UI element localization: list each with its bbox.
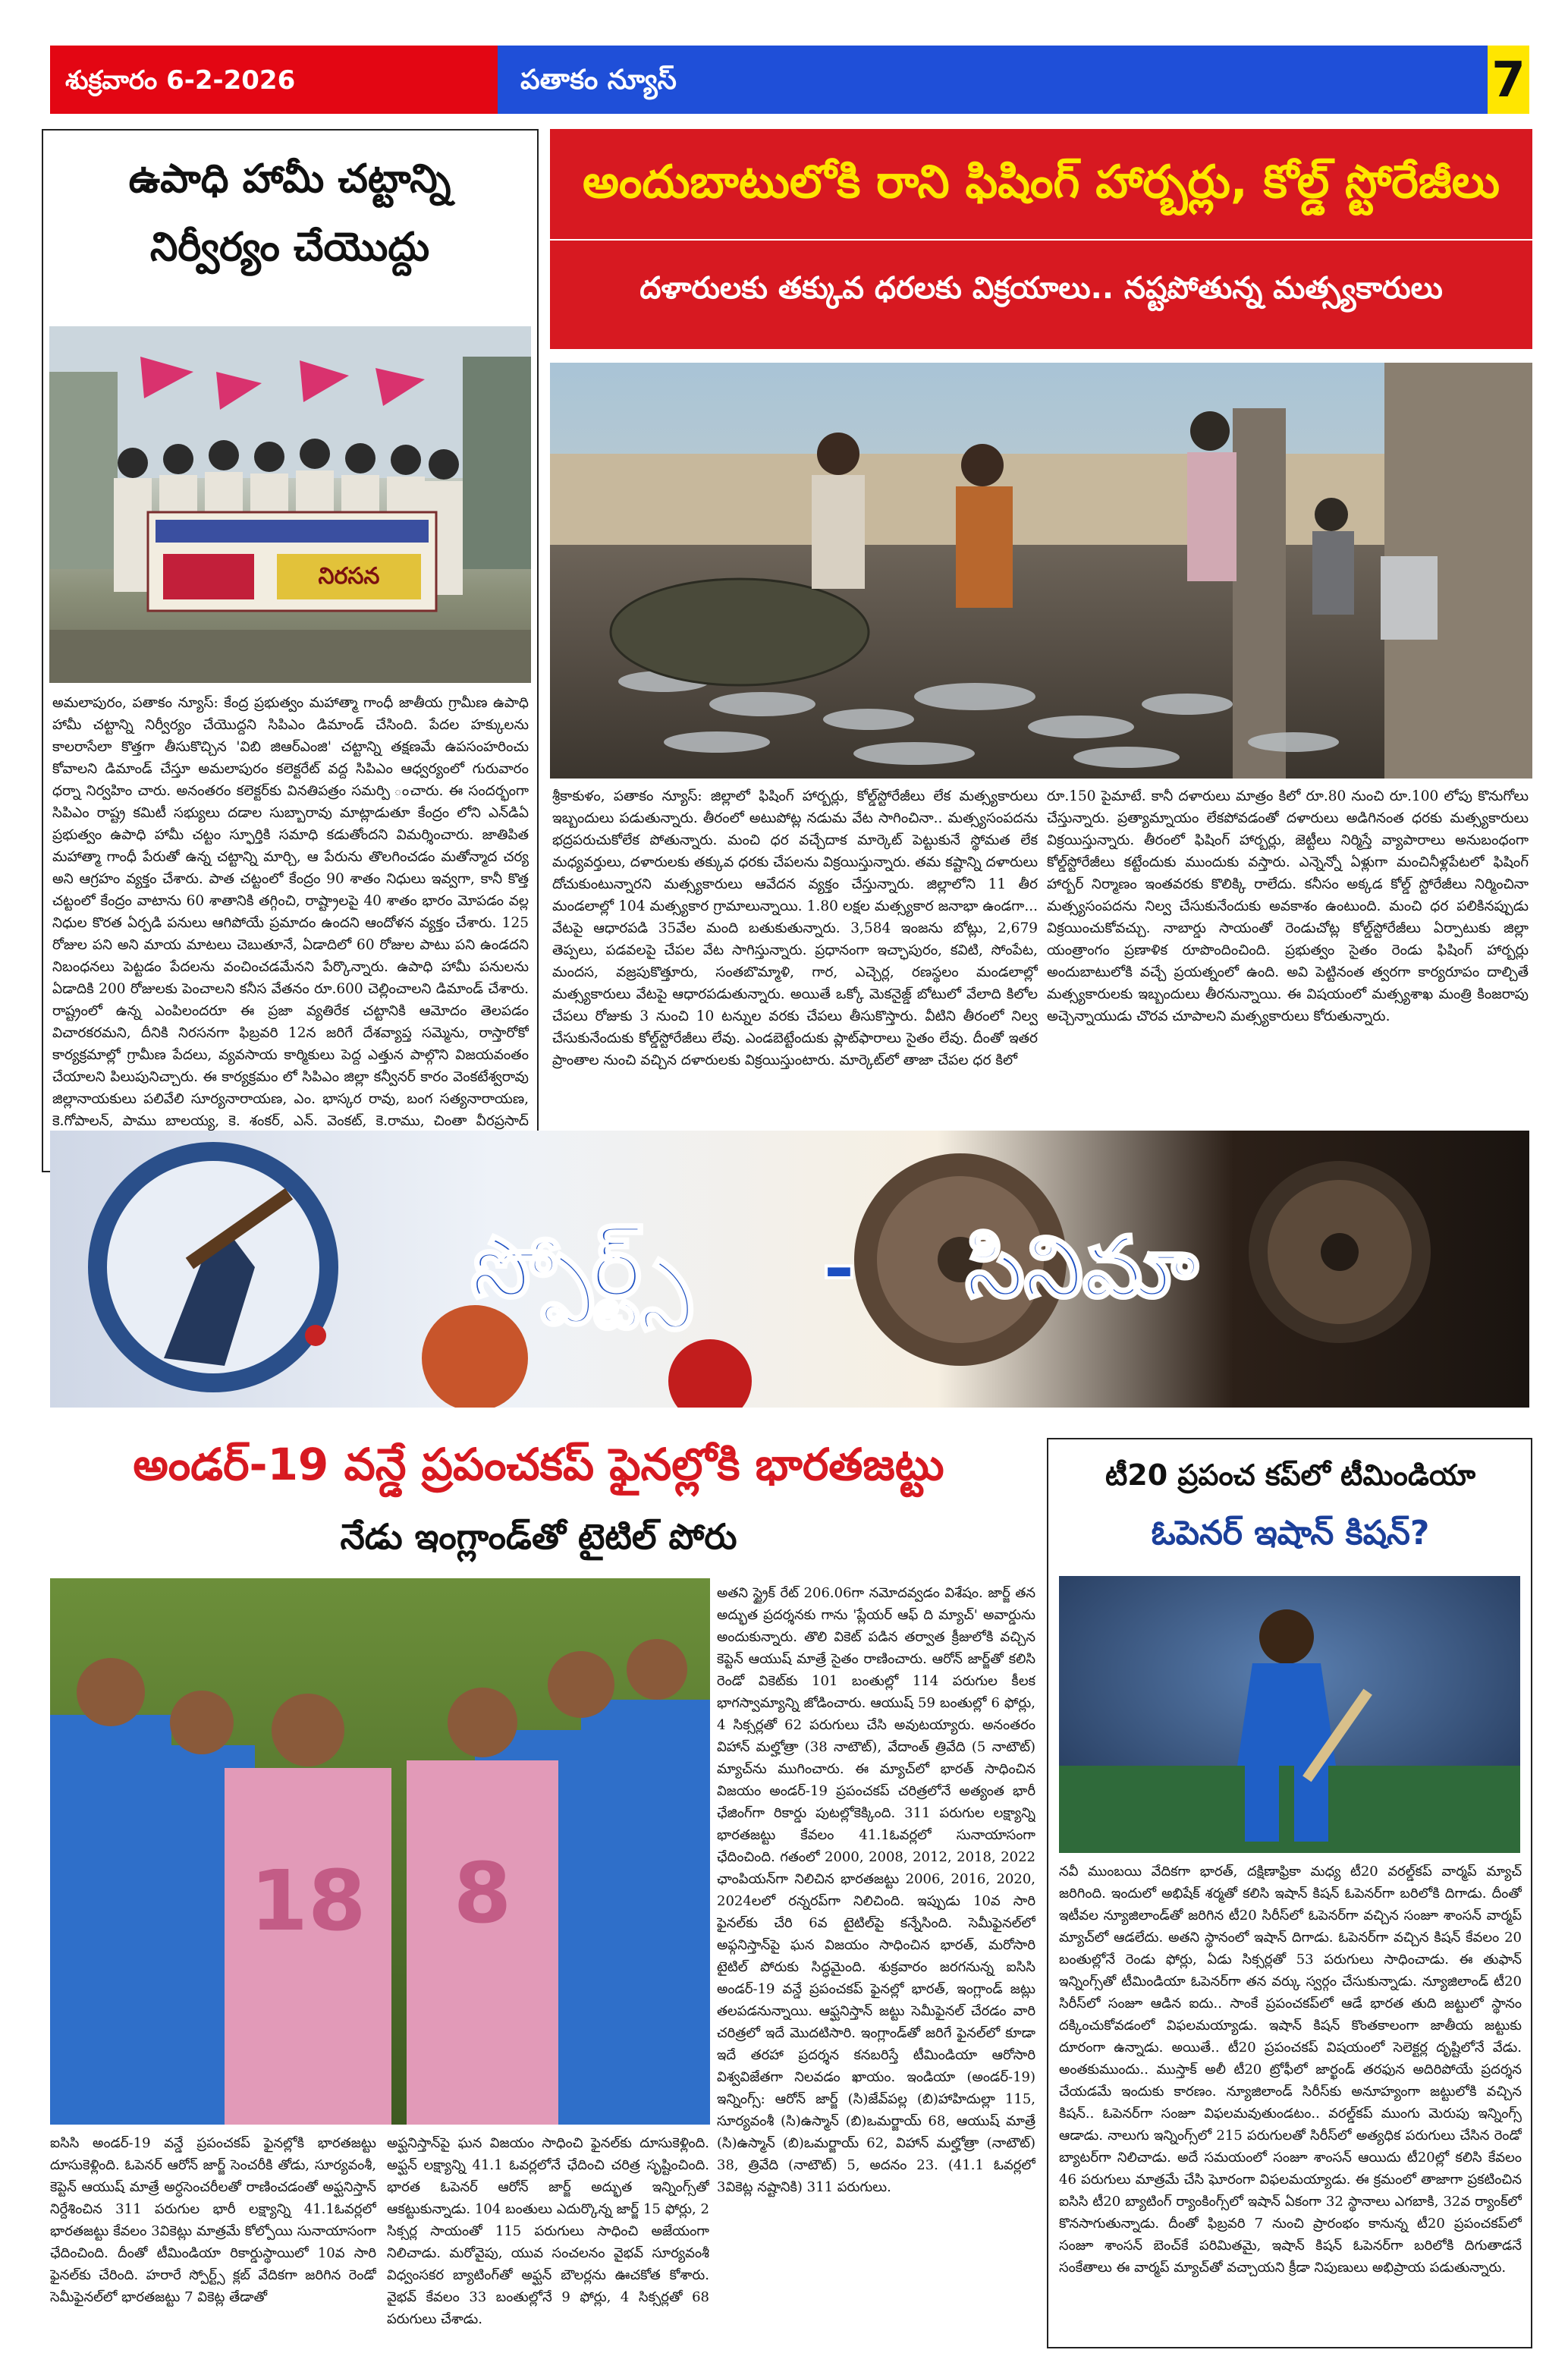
fishing-col2: రూ.150 పైమాటే. కానీ దళారులు మాత్రం కిలో రూ.80 నుంచి రూ.100 లోపు కొనుగోలు చేస్తున్నారు. ప్రత్యామ్నాయం లేకపోవడంతో దళారులు అడిగినంత ధరకు మత్స్యకారులు విక్రయిస్తున్నారు. తీరంలో ఫిషింగ్ హార్బర్లు, జెట్టీలు నిర్మిస్తే వ్యాపారాలు అనుబంధంగా కోల్డ్‌స్టోరేజీలు కట్టేందుకు ముందుకు వస్తారు. ఎన్నెన్నో ఏళ్లుగా మంచినీళ్లపేటలో ఫిషింగ్ హార్బర్ నిర్మాణం ఇంతవరకు కొలిక్కి రాలేదు. కనీసం అక్కడ కోల్డ్ స్టోరేజీలు నిర్మించినా మత్స్యసంపదను నిల్వ చేసుకునేందుకు అవకాశం ఉంటుంది. మంచి ధర పలికినప్పుడు విక్రయించుకోవచ్చు. నాబార్డు సాయంతో రెండుచోట్ల కోల్డ్‌స్టోరేజీలు ఏర్పాటుకు జిల్లా యంత్రాంగం ప్రణాళిక రూపొందించింది. ప్రభుత్వం సైతం రెండు ఫిషింగ్ హార్బర్లు అందుబాటులోకి వచ్చే ప్రయత్నంలో ఉంది. అవి పెట్టినంత త్వరగా కార్యరూపం దాల్చితే మత్స్యకారులకు ఇబ్బందులు తీరనున్నాయి. ఈ విషయంలో మత్స్యశాఖ మంత్రి కింజరాపు అచ్చెన్నాయుడు చొరవ చూపాలని మత్స్యకారులు కోరుతున్నారు. xyxy=(1047,788,1529,1024)
jersey-number-2: 8 xyxy=(453,1845,512,1942)
masthead-paper-name: పతాకం న్యూస్ xyxy=(520,64,677,96)
fishing-subheadline-bar xyxy=(550,239,1532,241)
fishing-subheadline: దళారులకు తక్కువ ధరలకు విక్రయాలు.. నష్టపోతున్న మత్స్యకారులు xyxy=(639,271,1443,306)
protest-illustration xyxy=(49,326,531,683)
fishing-headline: అందుబాటులోకి రాని ఫిషింగ్ హార్బర్లు, కోల్డ్ స్టోరేజీలు xyxy=(582,156,1500,209)
u19-team-photo xyxy=(50,1578,710,2125)
fishermen-illustration xyxy=(550,363,1532,779)
protest-photo xyxy=(49,326,531,683)
u19-subheadline: నేడు ఇంగ్లాండ్‌తో టైటిల్ పోరు xyxy=(340,1516,737,1557)
upadhi-headline-line2: నిర్వీర్యం చేయొద్దు xyxy=(149,225,430,270)
ishan-story xyxy=(1047,1438,1532,2348)
fishing-photo xyxy=(550,363,1532,779)
upadhi-headline-line1: ఉపాధి హామీ చట్టాన్ని xyxy=(128,156,451,202)
ishan-photo xyxy=(1059,1576,1520,1853)
upadhi-story xyxy=(42,129,539,1172)
banner-dash: - xyxy=(822,1219,856,1316)
masthead-date: శుక్రవారం 6-2-2026 xyxy=(65,65,296,96)
batsman-illustration xyxy=(1059,1576,1520,1853)
banner-sports-word: స్పోర్ట్స్ xyxy=(471,1219,691,1316)
fishing-col1: శ్రీకాకుళం, పతాకం న్యూస్: జిల్లాలో ఫిషింగ్ హార్బర్లు, కోల్డ్‌స్టోరేజీలు లేక మత్స్యకారులు ఇబ్బందులు పడుతున్నారు. తీరంలో అటుపోట్ల నడుమ వేట సాగించినా.. మత్స్యసంపదను భద్రపరుచుకోలేక పోతున్నారు. మంచి ధర వచ్చేదాక మార్కెట్ పెట్టుకునే స్థోమత లేక మధ్యవర్తులు, దళారులకు తక్కువ ధరకు చేపలను విక్రయిస్తున్నారు. తమ కష్టాన్ని దళారులు దోచుకుంటున్నారని మత్స్యకారులు ఆవేదన వ్యక్తం చేస్తున్నారు. జిల్లాలోని 11 తీర మండలాల్లో 104 మత్స్యకార గ్రామాలున్నాయి. 1.80 లక్షల మత్స్యకార జనాభా ఉండగా... వేటపై ఆధారపడి 35వేల మంది బతుకుతున్నారు. 3,584 ఇంజను బోట్లు, 2,679 తెప్పలు, పడవలపై చేపల వేట సాగిస్తున్నారు. ప్రధానంగా ఇచ్ఛాపురం, కవిటి, సోంపేట, మందస, వజ్రపుకొత్తూరు, సంతబొమ్మాళి, గార, ఎచ్చెర్ల, రణస్థలం మండలాల్లో మత్స్యకారులు వేటపై ఆధారపడుతున్నారు. అయితే ఒక్కో మెకనైజ్డ్ బోటులో వేలాది కిలోల చేపలు రోజుకు 3 నుంచి 10 టన్నుల వరకు చేపలు తీసుకొస్తారు. వీటిని తీరంలో నిల్వ చేసుకునేందుకు కోల్డ్‌స్టోరేజీలు లేవు. ఎండబెట్టేందుకు ప్లాట్‌ఫారాలు సైతం లేవు. దీంతో ఇతర ప్రాంతాల నుంచి వచ్చిన దళారులకు విక్రయిస్తుంటారు. మార్కెట్‌లో తాజా చేపల ధర కిలో xyxy=(552,788,1038,1068)
page-number: 7 xyxy=(1491,52,1526,109)
banner-cinema-word: సినిమా xyxy=(965,1219,1199,1316)
ishan-headline-line2: ఓపెనర్ ఇషాన్ కిషన్? xyxy=(1151,1514,1430,1552)
protest-banner-text: నిరసన xyxy=(318,563,380,590)
u19-headline: అండర్-19 వన్డే ప్రపంచకప్ ఫైనల్లోకి భారతజట్టు xyxy=(133,1439,944,1490)
sports-cinema-banner xyxy=(50,1131,1529,1408)
ishan-headline-line1: టీ20 ప్రపంచ కప్‌లో టీమిండియా xyxy=(1105,1458,1476,1492)
fishing-headline-box xyxy=(550,129,1532,349)
u19-col-right: అతని స్ట్రైక్ రేట్ 206.06గా నమోదవ్వడం విశేషం. జార్జ్ తన అద్భుత ప్రదర్శనకు గాను 'ప్లేయర్ ఆఫ్ ది మ్యాచ్' అవార్డును అందుకున్నారు. తొలి వికెట్ పడిన తర్వాత క్రీజులోకి వచ్చిన కెప్టెన్ ఆయుష్ మాత్రే సైతం రాణించారు. ఆరోన్ జార్జ్‌తో కలిసి రెండో వికెట్‌కు 101 బంతుల్లో 114 పరుగుల కీలక భాగస్వామ్యాన్ని జోడించారు. ఆయుష్ 59 బంతుల్లో 6 ఫోర్లు, 4 సిక్సర్లతో 62 పరుగులు చేసి అవుటయ్యారు. అనంతరం విహాన్ మల్హోత్రా (38 నాటౌట్), వేదాంత్ త్రివేది (5 నాటౌట్) మ్యాచ్‌ను ముగించారు. ఈ మ్యాచ్‌లో భారత్ సాధించిన విజయం అండర్-19 ప్రపంచకప్ చరిత్రలోనే అత్యంత భారీ ఛేజింగ్‌గా రికార్డు పుటల్లోకెక్కింది. 311 పరుగుల లక్ష్యాన్ని భారతజట్టు కేవలం 41.1ఓవర్లలో సునాయాసంగా ఛేదించింది. గతంలో 2000, 2008, 2012, 2018, 2022 ఛాంపియన్‌గా నిలిచిన భారతజట్టు 2006, 2016, 2020, 2024లలో రన్నరప్‌గా నిలిచింది. ఇప్పుడు 10వ సారి ఫైనల్‌కు చేరి 6వ టైటిల్‌పై కన్నేసింది. సెమీఫైనల్‌లో అఫ్గనిస్తాన్‌పై ఘన విజయం సాధించిన భారత్, మరోసారి టైటిల్ పోరుకు సిద్ధమైంది. శుక్రవారం జరగనున్న ఐసిసి అండర్-19 వన్డే ప్రపంచకప్ ఫైనల్లో భారత్, ఇంగ్లాండ్ జట్లు తలపడనున్నాయి. ఆఫ్ఘనిస్తాన్ జట్టు సెమీఫైనల్‌ చేరడం వారి చరిత్రలో ఇదే మొదటిసారి. ఇంగ్లాండ్‌తో జరిగే ఫైనల్‌లో కూడా ఇదే తరహా ప్రదర్శన కనబరిస్తే టీమిండియా ఆరోసారి విశ్వవిజేతగా నిలవడం ఖాయం. ఇండియా (అండర్-19) ఇన్నింగ్స్: ఆరోన్ జార్జ్ (సి)జేవ్‌పల్ల (బి)హాహిదుల్లా 115, సూర్యవంశీ (సి)ఉస్మాన్ (బి)ఒమర్జాయ్ 68, ఆయుష్ మాత్రే (సి)ఉస్మాన్ (బి)ఒమర్జాయ్ 62, విహాన్ మల్హోత్రా (నాటౌట్) 38, త్రివేది (నాటౌట్) 5, అదనం 23. (41.1 ఓవర్లలో 3వికెట్ల నష్టానికి) 311 పరుగులు. xyxy=(717,1585,1035,2195)
jersey-number-1: 18 xyxy=(250,1852,366,1949)
masthead xyxy=(50,46,1529,114)
u19-col-a: ఐసిసి అండర్-19 వన్డే ప్రపంచకప్ ఫైనల్లోకి భారతజట్టు దూసుకెళ్లింది. ఓపెనర్ ఆరోన్ జార్జ్ సెంచరీకి తోడు, సూర్యవంశీ, కెప్టెన్ ఆయుష్ మాత్రే అర్ధసెంచరీలతో రాణించడంతో అఫ్ఘనిస్తాన్ నిర్దేశించిన 311 పరుగుల భారీ లక్ష్యాన్ని 41.1ఓవర్లలో భారతజట్టు కేవలం 3వికెట్లు మాత్రమే కోల్పోయి సునాయాసంగా ఛేదించింది. దీంతో టీమిండియా రికార్డుస్థాయిలో 10వ సారి ఫైనల్‌కు చేరింది. హరారే స్పోర్ట్స్ క్లబ్ వేదికగా జరిగిన రెండో సెమీఫైనల్‌లో భారతజట్టు 7 వికెట్ల తేడాతో xyxy=(50,2135,376,2305)
team-celebration-illustration xyxy=(50,1578,710,2125)
ishan-body: నవీ ముంబయి వేదికగా భారత్, దక్షిణాఫ్రికా మధ్య టీ20 వరల్డ్‌కప్ వార్మప్ మ్యాచ్ జరిగింది. ఇందులో అభిషేక్ శర్మతో కలిసి ఇషాన్ కిషన్ ఓపెనర్‌గా బరిలోకి దిగాడు. దీంతో ఇటీవల న్యూజిలాండ్‌తో జరిగిన టీ20 సిరీస్‌లో ఓపెనర్‌గా వచ్చిన సంజూ శాంసన్ వార్మప్ మ్యాచ్‌లో ఆడలేదు. అతని స్థానంలో ఇషాన్ దిగాడు. ఓపెనర్‌గా వచ్చిన కిషన్ కేవలం 20 బంతుల్లోనే రెండు ఫోర్లు, ఏడు సిక్సర్లతో 53 పరుగులు సాధించాడు. ఈ తుఫాన్ ఇన్నింగ్స్‌తో టీమిండియా ఓపెనర్‌గా తన వర్కు స్వర్గం చేసుకున్నాడు. న్యూజిలాండ్ టీ20 సిరీస్‌లో సంజూ ఆడిన ఐదు.. సాంకే ప్రపంచకప్‌లో ఆడే భారత తుది జట్టులో స్థానం దక్కించుకోవడంలో విఫలమయ్యాడు. ఇషాన్ కిషన్ కొంతకాలంగా జాతీయ జట్టుకు దూరంగా ఉన్నాడు. అయితే.. టీ20 ప్రపంచకప్ విషయంలో సెలెక్టర్ల దృష్టిలోనే వేడు. అంతకుముందు.. ముస్తాక్ అలీ టీ20 ట్రోఫీలో జార్ఖండ్ తరఫున అదిరిపోయే ప్రదర్శన చేయడమే ఇందుకు కారణం. న్యూజిలాండ్ సిరీస్‌కు అనూహ్యంగా జట్టులోకి వచ్చిన కిషన్.. ఓపెనర్‌గా సంజూ విఫలమవుతుండటం.. వరల్డ్‌కప్ ముంగు మెరుపు ఇన్నింగ్స్ ఆడాడు. నాలుగు ఇన్నింగ్స్‌లో 215 పరుగులతో సిరీస్‌లో అత్యధిక పరుగులు చేసిన రెండో బ్యాటర్‌గా నిలిచాడు. అదే సమయంలో సంజూ శాంసన్ ఆయిదు టీ20ల్లో కలిసి కేవలం 46 పరుగులు మాత్రమే చేసి ఘోరంగా విఫలమయ్యాడు. ఈ క్రమంలో తాజాగా ప్రకటించిన ఐసిసి టీ20 బ్యాటింగ్ ర్యాంకింగ్స్‌లో ఇషాన్ ఏకంగా 32 స్థానాలు ఎగబాకి, 32వ ర్యాంక్‌లో కొనసాగుతున్నాడు. దీంతో ఫిబ్రవరి 7 నుంచి ప్రారంభం కానున్న టీ20 ప్రపంచకప్‌లో సంజూ శాంసన్ బెంచ్‌కే పరిమితమై, ఇషాన్ కిషన్ ఓపెనర్‌గా బరిలోకి దిగుతాడనే సంకేతాలు ఈ వార్మప్ మ్యాచ్‌తో వచ్చాయని క్రీడా నిపుణులు అభిప్రాయ పడుతున్నారు. xyxy=(1059,1864,1522,2276)
u19-col-b: అఫ్ఘనిస్తాన్‌పై ఘన విజయం సాధించి ఫైనల్‌కు దూసుకెళ్లింది. అఫ్ఘన్ లక్ష్యాన్ని 41.1 ఓవర్లలోనే ఛేదించి చరిత్ర సృష్టించింది. భారత ఓపెనర్ ఆరోన్ జార్జ్ అద్భుత ఇన్నింగ్స్‌తో ఆకట్టుకున్నాడు. 104 బంతులు ఎదుర్కొన్న జార్జ్ 15 ఫోర్లు, 2 సిక్సర్ల సాయంతో 115 పరుగులు సాధించి అజేయంగా నిలిచాడు. మరోవైపు, యువ సంచలనం వైభవ్ సూర్యవంశీ విధ్వంసకర బ్యాటింగ్‌తో అఫ్ఘన్ బౌలర్లను ఊచకోత కోశారు. వైభవ్ కేవలం 33 బంతుల్లోనే 9 ఫోర్లు, 4 సిక్సర్లతో 68 పరుగులు చేశాడు. xyxy=(387,2135,709,2327)
upadhi-body: అమలాపురం, పతాకం న్యూస్: కేంద్ర ప్రభుత్వం మహాత్మా గాంధీ జాతీయ గ్రామీణ ఉపాధి హామీ చట్టాన్ని నిర్వీర్యం చేయొద్దని సిపిఎం డిమాండ్ చేసింది. పేదల హక్కులను కాలరాసేలా కొత్తగా తీసుకొచ్చిన 'విబి జిఆర్ఎంజి' చట్టాన్ని తక్షణమే ఉపసంహరించు కోవాలని డిమాండ్ చేస్తూ అమలాపురం కలెక్టరేట్ వద్ద సిపిఎం ఆధ్వర్యంలో గురువారం ధర్నా నిర్వహిం చారు. అనంతరం కలెక్టర్‌కు వినతిపత్రం సమర్పి ంచారు. ఈ సందర్భంగా సిపిఎం రాష్ట్ర కమిటీ సభ్యులు దడాల సుబ్బారావు మాట్లాడుతూ కేంద్రం లోని ఎన్‌డిఏ ప్రభుత్వం ఉపాధి హామీ చట్టం స్ఫూర్తికి సమాధి కడుతోందని విమర్శించారు. జాతిపిత మహాత్మా గాంధీ పేరుతో ఉన్న చట్టాన్ని మార్చి, ఆ పేరును తొలగించడం మతోన్మాద చర్య అని ఆగ్రహం వ్యక్తం చేశారు. పాత చట్టంలో కేంద్రం 90 శాతం నిధులు ఇవ్వగా, కానీ కొత్త చట్టంలో కేంద్రం వాటాను 60 శాతానికి తగ్గించి, రాష్ట్రాలపై 40 శాతం భారం మోపడం వల్ల నిధుల కొరత ఏర్పడి పనులు ఆగిపోయే ప్రమాదం ఉందని ఆందోళన వ్యక్తం చేశారు. 125 రోజుల పని అని మాయ మాటలు చెబుతూనే, ఏడాదిలో 60 రోజుల పాటు పని ఉండదని నిబంధనలు పెట్టడం పేదలను వంచించడమేనని పేర్కొన్నారు. ఉపాధి హామీ పనులను ఏడాదికి 200 రోజులకు పెంచాలని కనీస వేతనం రూ.600 చెల్లించాలని డిమాండ్ చేశారు. రాష్ట్రంలో ఉన్న ఎంపిలందరూ ఈ ప్రజా వ్యతిరేక చట్టానికి ఆమోదం తెలపడం విచారకరమని, దీనికి నిరసనగా ఫిబ్రవరి 12న జరిగే దేశవ్యాప్త సమ్మెను, రాస్తారోకో కార్యక్రమాల్లో గ్రామీణ పేదలు, వ్యవసాయ కార్మికులు పెద్ద ఎత్తున పాల్గొని విజయవంతం చేయాలని పిలుపునిచ్చారు. ఈ కార్యక్రమం లో సిపిఎం జిల్లా కన్వీనర్ కారం వెంకటేశ్వరావు జిల్లానాయకులు పలివేలి సూర్యనారాయణ, ఎం. భాస్కర రావు, బంగ సత్యనారాయణ, కె.గోపాలన్, పాము బాలయ్య, కె. శంకర్, ఎన్. వెంకట్, కె.రాము, చింతా వీరప్రసాద్ xyxy=(52,695,529,1129)
